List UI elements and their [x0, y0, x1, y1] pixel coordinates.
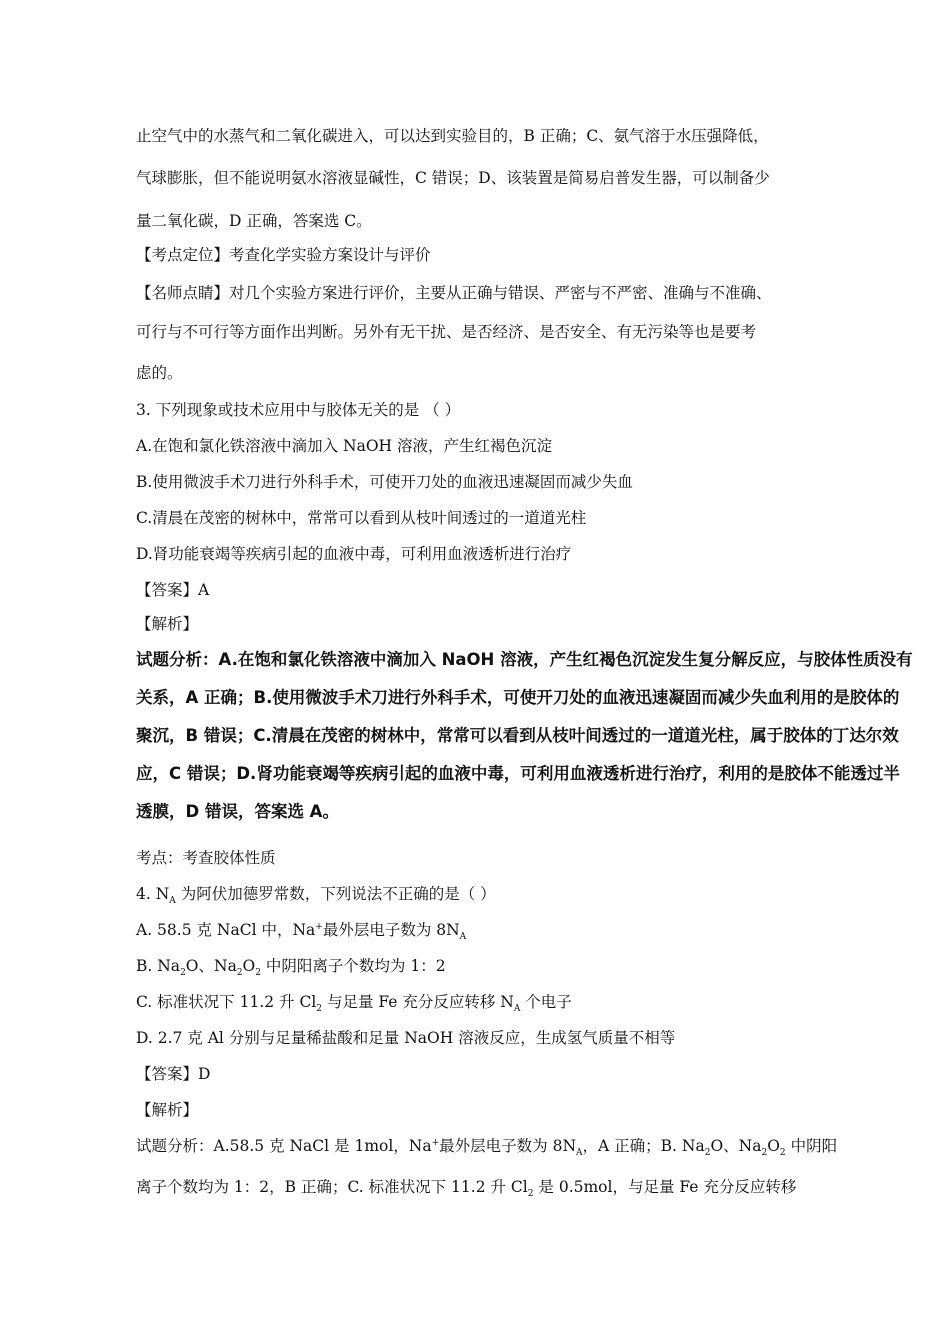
text-run: 2 [779, 1148, 786, 1159]
text-line: 考点：考查胶体性质 [136, 849, 276, 867]
text-run: 2 [761, 1148, 768, 1159]
text-line: B.使用微波手术刀进行外科手术，可使开刀处的血液迅速凝固而减少失血 [136, 473, 633, 491]
text-run: 是 0.5mol，与足量 Fe 充分反应转移 [533, 1178, 797, 1196]
text-run: + [315, 921, 323, 932]
text-run: 最外层电子数为 8N [322, 921, 460, 939]
text-line: 透膜，D 错误，答案选 A。 [136, 802, 339, 821]
text-run: C. 标准状况下 11.2 升 Cl [136, 993, 317, 1011]
text-run: 2 [236, 968, 243, 979]
text-line: 关系，A 正确；B.使用微波手术刀进行外科手术，可使开刀处的血液迅速凝固而减少失血利用的是胶体的 [136, 688, 900, 707]
option-c [136, 992, 572, 1015]
text-line: 虑的。 [136, 364, 183, 382]
text-line: 可行与不可行等方面作出判断。另外有无干扰、是否经济、是否安全、有无污染等也是要考 [136, 323, 757, 341]
answer-label: 【答案】D [136, 1065, 211, 1083]
text-run: 2 [527, 1189, 534, 1200]
option-a [136, 920, 467, 943]
text-run: ，A 正确；B. Na [582, 1137, 705, 1155]
text-line: 【解析】 [136, 615, 199, 633]
text-line: 【名师点睛】对几个实验方案进行评价，主要从正确与错误、严密与不严密、准确与不准确、 [136, 284, 772, 302]
text-line: C.清晨在茂密的树林中，常常可以看到从枝叶间透过的一道道光柱 [136, 509, 587, 527]
option-b [136, 956, 446, 979]
text-run: O、Na [710, 1137, 762, 1155]
text-line: 【考点定位】考查化学实验方案设计与评价 [136, 246, 431, 264]
text-run: A [576, 1148, 583, 1159]
analysis-line-1 [136, 1136, 838, 1159]
question-4 [136, 884, 496, 907]
text-run: 离子个数均为 1：2，B 正确；C. 标准状况下 11.2 升 Cl [136, 1178, 528, 1196]
text-line: 聚沉，B 错误；C.清晨在茂密的树林中，常常可以看到从枝叶间透过的一道道光柱，属于胶体的丁达尔效 [136, 726, 899, 745]
option-d: D. 2.7 克 Al 分别与足量稀盐酸和足量 NaOH 溶液反应，生成氢气质量不相等 [136, 1029, 676, 1047]
text-line: 应，C 错误；D.肾功能衰竭等疾病引起的血液中毒，可利用血液透析进行治疗，利用的是胶体不能透过半 [136, 764, 900, 783]
text-run: 中阴阳离子个数均为 1：2 [261, 957, 446, 975]
text-run: 个电子 [520, 993, 572, 1011]
text-run: 试题分析：A.58.5 克 NaCl 是 1mol，Na [136, 1137, 432, 1155]
text-run: O [767, 1137, 780, 1155]
text-run: A [169, 896, 176, 907]
text-run: 2 [316, 1004, 323, 1015]
text-line: 量二氧化碳，D 正确，答案选 C。 [136, 212, 372, 230]
text-line: D.肾功能衰竭等疾病引起的血液中毒，可利用血液透析进行治疗 [136, 545, 572, 563]
text-line: 试题分析：A.在饱和氯化铁溶液中滴加入 NaOH 溶液，产生红褐色沉淀发生复分解反应，与胶体性质没有 [136, 650, 913, 669]
text-run: 4. N [136, 885, 170, 903]
text-line: 止空气中的水蒸气和二氧化碳进入，可以达到实验目的，B 正确；C、氨气溶于水压强降低， [136, 127, 769, 145]
text-run: O [242, 957, 256, 975]
text-run: O、Na [185, 957, 237, 975]
text-run: 最外层电子数为 8N [439, 1137, 577, 1155]
text-line: 【答案】A [136, 581, 210, 599]
text-run: A. 58.5 克 NaCl 中，Na [136, 921, 316, 939]
analysis-label: 【解析】 [136, 1101, 199, 1119]
text-run: 中阴阳 [785, 1137, 838, 1155]
text-run: A [513, 1004, 521, 1015]
text-line: 3. 下列现象或技术应用中与胶体无关的是 （ ） [136, 401, 461, 419]
text-run: 2 [180, 968, 186, 979]
text-run: B. Na [136, 957, 181, 975]
text-run: A [459, 932, 467, 943]
text-run: 为阿伏加德罗常数，下列说法不正确的是（ ） [175, 885, 496, 903]
text-line: 气球膨胀，但不能说明氨水溶液显碱性，C 错误；D、该装置是简易启普发生器，可以制备少 [136, 169, 770, 187]
analysis-line-2 [136, 1177, 797, 1200]
text-line: A.在饱和氯化铁溶液中滴加入 NaOH 溶液，产生红褐色沉淀 [136, 437, 553, 455]
text-run: 2 [255, 968, 261, 979]
text-run: 与足量 Fe 充分反应转移 N [322, 993, 514, 1011]
text-run: + [431, 1137, 440, 1148]
text-run: 2 [704, 1148, 711, 1159]
